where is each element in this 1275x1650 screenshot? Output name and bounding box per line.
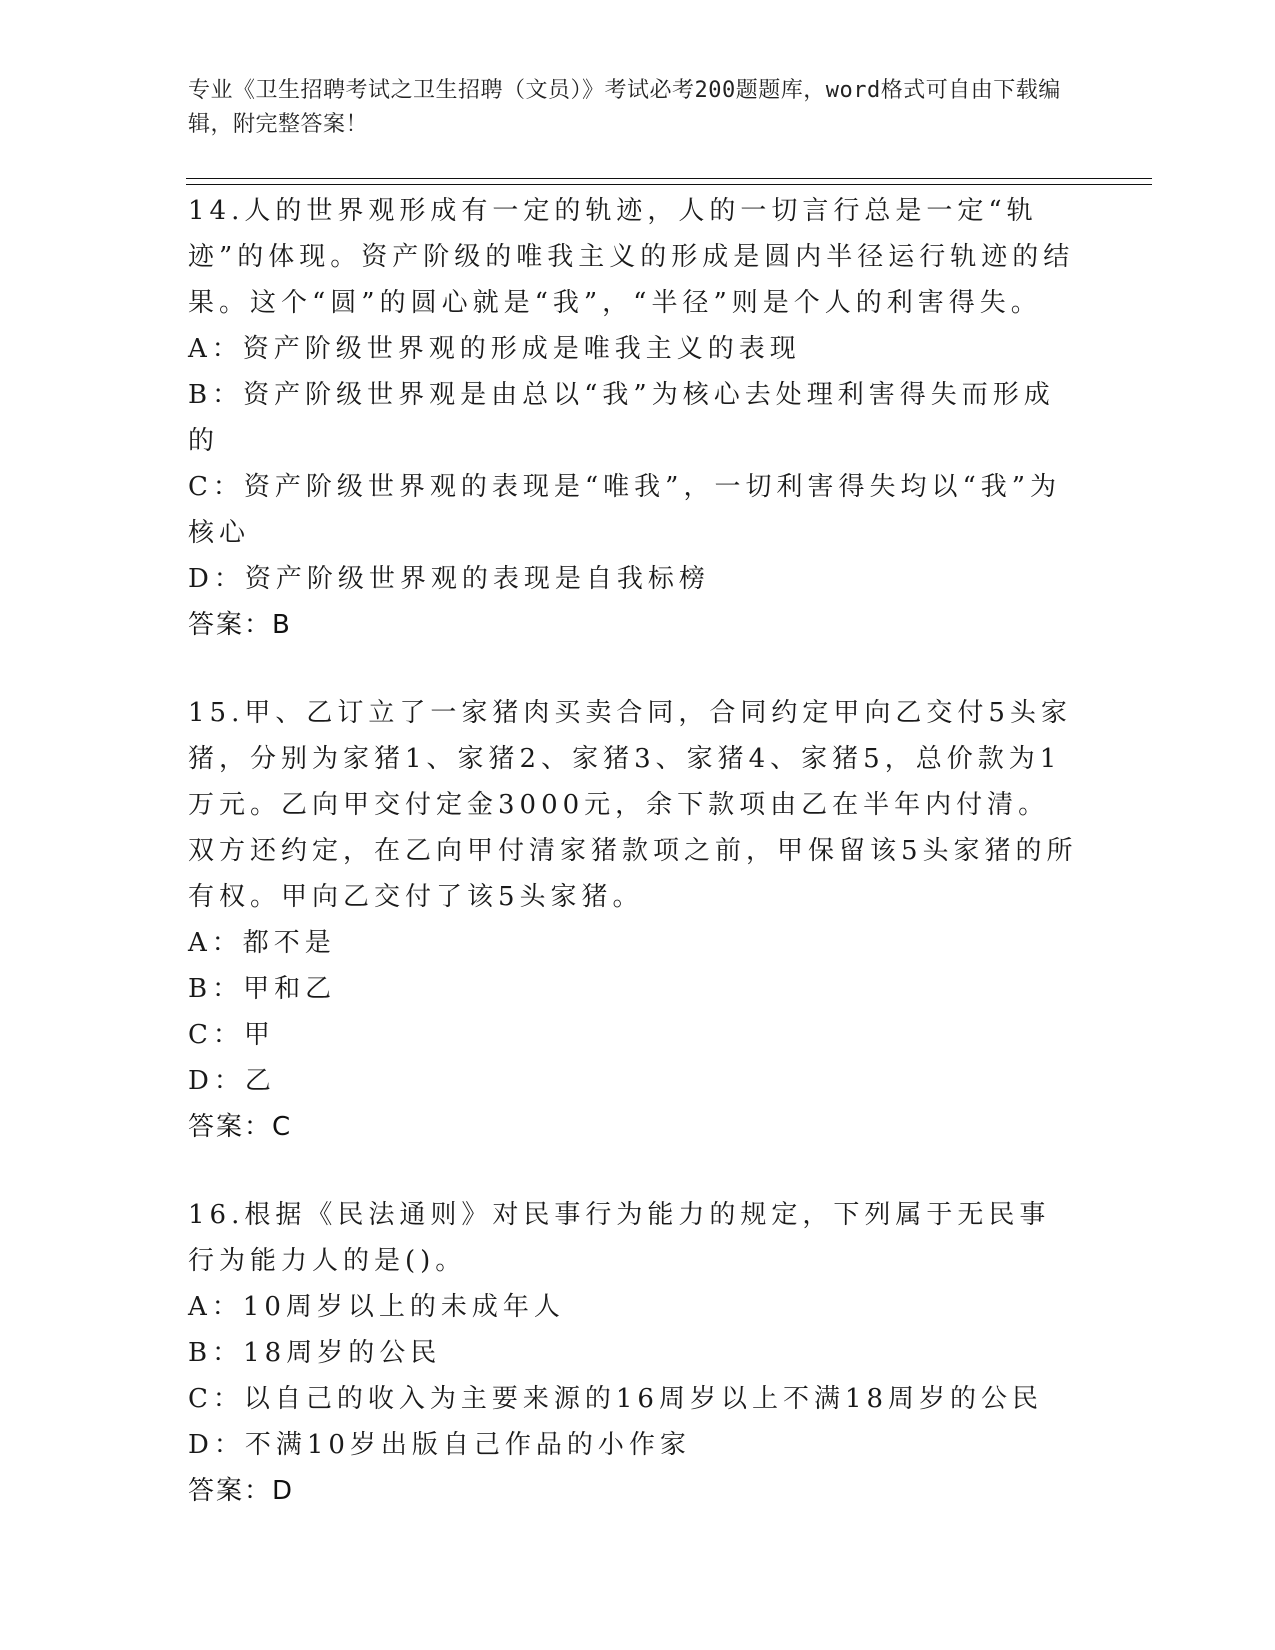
question-stem: 16.根据《民法通则》对民事行为能力的规定，下列属于无民事行为能力人的是()。 <box>188 1200 1051 1276</box>
question-stem: 14.人的世界观形成有一定的轨迹，人的一切言行总是一定“轨迹”的体现。资产阶级的唯我主义的形成是圆内半径运行轨迹的结果。这个“圆”的圆心就是“我”，“半径”则是个人的利害得失。 <box>188 196 1075 318</box>
option-a: A：10周岁以上的未成年人 <box>188 1292 565 1322</box>
option-c: C：资产阶级世界观的表现是“唯我”，一切利害得失均以“我”为核心 <box>188 472 1062 548</box>
option-b: B：甲和乙 <box>188 974 337 1004</box>
question-gap <box>188 1150 1078 1192</box>
option-a: A：都不是 <box>188 928 336 958</box>
answer: 答案：B <box>188 610 292 640</box>
question-15 <box>188 690 1078 1150</box>
document-header: 专业《卫生招聘考试之卫生招聘（文员）》考试必考200题题库，word格式可自由下载编辑，附完整答案！ <box>188 78 1061 137</box>
option-c: C：以自己的收入为主要来源的16周岁以上不满18周岁的公民 <box>188 1384 1044 1414</box>
option-b: B：资产阶级世界观是由总以“我”为核心去处理利害得失而形成的 <box>188 380 1055 456</box>
question-stem: 15.甲、乙订立了一家猪肉买卖合同，合同约定甲向乙交付5头家猪，分别为家猪1、家猪2、家猪3、家猪4、家猪5，总价款为1万元。乙向甲交付定金3000元，余下款项由乙在半年内付清。双方还约定，在乙向甲付清家猪款项之前，甲保留该5头家猪的所有权。甲向乙交付了该5头家猪。 <box>188 698 1078 912</box>
header-divider-bottom <box>186 184 1152 185</box>
option-d: D：资产阶级世界观的表现是自我标榜 <box>188 564 710 594</box>
answer: 答案：D <box>188 1476 295 1506</box>
option-b: B：18周岁的公民 <box>188 1338 442 1368</box>
question-16 <box>188 1192 1078 1514</box>
option-d: D：乙 <box>188 1066 276 1096</box>
option-d: D：不满10岁出版自己作品的小作家 <box>188 1430 691 1460</box>
question-gap <box>188 648 1078 690</box>
answer: 答案：C <box>188 1112 293 1142</box>
option-c: C：甲 <box>188 1020 275 1050</box>
question-list <box>188 188 1078 1514</box>
header-divider-top <box>186 178 1152 179</box>
question-14 <box>188 188 1078 648</box>
option-a: A：资产阶级世界观的形成是唯我主义的表现 <box>188 334 801 364</box>
